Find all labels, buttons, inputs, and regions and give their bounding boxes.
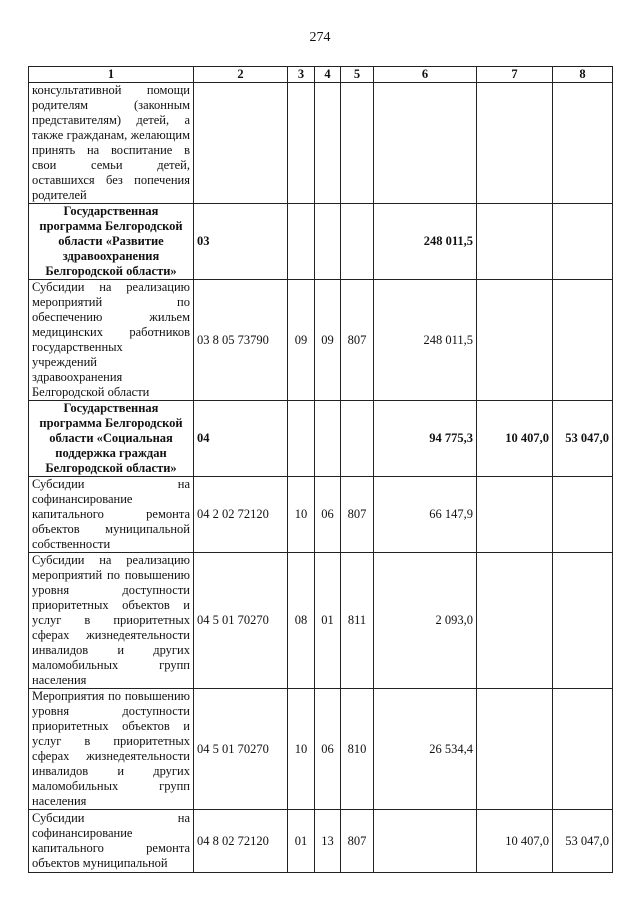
row-col6: 26 534,4 [374,689,477,810]
row-col6: 248 011,5 [374,280,477,401]
row-code: 04 5 01 70270 [194,553,288,689]
row-name: Субсидии на реализацию мероприятий по обеспечению жильем медицинских работников государственных учреждений здравоохранения Белгородской области [29,280,194,401]
row-col5 [341,401,374,477]
row-col7 [477,553,553,689]
row-col8 [553,204,613,280]
table-row [29,810,613,873]
table-row [29,83,613,204]
row-col8: 53 047,0 [553,810,613,873]
table-row-program [29,204,613,280]
page-number: 274 [309,30,331,45]
row-col7 [477,280,553,401]
row-col5 [341,204,374,280]
row-col6: 94 775,3 [374,401,477,477]
row-col7: 10 407,0 [477,810,553,873]
row-col5 [341,83,374,204]
row-col4: 13 [315,810,341,873]
row-col6: 2 093,0 [374,553,477,689]
column-header: 7 [477,67,553,83]
row-col4 [315,204,341,280]
row-col5: 807 [341,280,374,401]
row-col5: 807 [341,810,374,873]
column-header: 2 [194,67,288,83]
row-col3: 01 [288,810,315,873]
row-col5: 807 [341,477,374,553]
row-col4: 09 [315,280,341,401]
row-col7 [477,477,553,553]
column-header: 5 [341,67,374,83]
table-row [29,689,613,810]
row-col3: 10 [288,477,315,553]
budget-table [28,66,613,873]
row-col8 [553,553,613,689]
table-row-program [29,401,613,477]
column-header: 3 [288,67,315,83]
row-col3 [288,204,315,280]
row-code: 04 2 02 72120 [194,477,288,553]
column-header: 8 [553,67,613,83]
row-name: Государственная программа Белгородской области «Развитие здравоохранения Белгородской области» [29,204,194,280]
table-header-row [29,67,613,83]
row-col8 [553,280,613,401]
table-row [29,477,613,553]
row-col4 [315,83,341,204]
row-col6 [374,810,477,873]
column-header: 6 [374,67,477,83]
row-col8: 53 047,0 [553,401,613,477]
row-col3: 09 [288,280,315,401]
row-col6 [374,83,477,204]
row-code [194,83,288,204]
row-code: 03 8 05 73790 [194,280,288,401]
row-col7: 10 407,0 [477,401,553,477]
row-col7 [477,83,553,204]
row-name: консультативной помощи родителям (законным представителям) детей, а также гражданам, желающим принять на воспитание в свои семьи детей, оставшихся без попечения родителей [29,83,194,204]
row-code: 04 5 01 70270 [194,689,288,810]
row-col4: 01 [315,553,341,689]
row-name: Государственная программа Белгородской области «Социальная поддержка граждан Белгородской области» [29,401,194,477]
row-code: 03 [194,204,288,280]
row-col7 [477,204,553,280]
row-col4 [315,401,341,477]
row-col5: 811 [341,553,374,689]
row-col3: 08 [288,553,315,689]
row-code: 04 [194,401,288,477]
row-col8 [553,477,613,553]
row-col8 [553,689,613,810]
row-col3: 10 [288,689,315,810]
row-col4: 06 [315,477,341,553]
row-col4: 06 [315,689,341,810]
row-col3 [288,401,315,477]
row-col3 [288,83,315,204]
table-row [29,280,613,401]
row-col6: 248 011,5 [374,204,477,280]
row-col8 [553,83,613,204]
column-header: 1 [29,67,194,83]
row-col7 [477,689,553,810]
row-name: Субсидии на софинансирование капитального ремонта объектов муниципальной собственности [29,477,194,553]
row-code: 04 8 02 72120 [194,810,288,873]
row-name: Субсидии на реализацию мероприятий по повышению уровня доступности приоритетных объектов и услуг в приоритетных сферах жизнедеятельности инвалидов и других маломобильных групп населения [29,553,194,689]
row-col6: 66 147,9 [374,477,477,553]
row-name: Субсидии на софинансирование капитального ремонта объектов муниципальной [29,810,194,873]
row-col5: 810 [341,689,374,810]
row-name: Мероприятия по повышению уровня доступности приоритетных объектов и услуг в приоритетных сферах жизнедеятельности инвалидов и других маломобильных групп населения [29,689,194,810]
column-header: 4 [315,67,341,83]
table-row [29,553,613,689]
